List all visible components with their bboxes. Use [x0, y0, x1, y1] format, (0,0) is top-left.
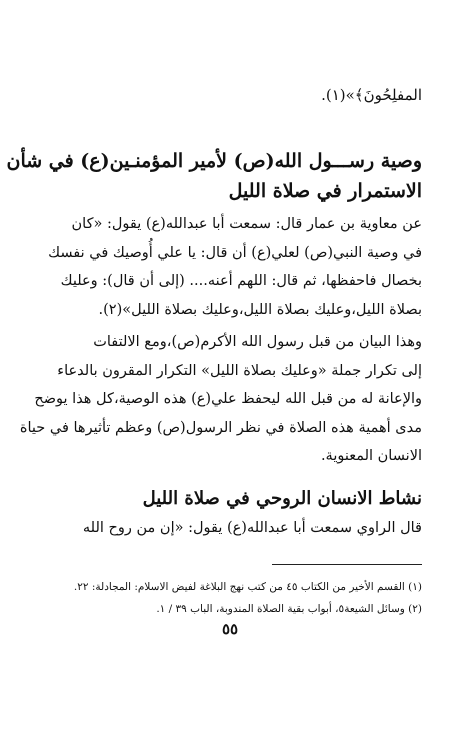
paragraph-line: بصلاة الليل،وعليك بصلاة الليل،وعليك بصلاة الليل»(٢).: [98, 301, 422, 318]
footnote-1: (١) القسم الأخير من الكتاب ٤٥ من كتب نهج البلاغة لفيض الاسلام: المجادلة: ٢٢.: [73, 581, 422, 593]
continuation-line: المفلِحُونَ﴾»(١).: [321, 86, 422, 104]
paragraph-line: قال الراوي سمعت أبا عبدالله(ع) يقول: «إن من روح الله: [82, 520, 422, 536]
paragraph-line: بخصال فاحفظها، ثم قال: اللهم أعنه.... (إلى أن قال): وعليك: [60, 273, 422, 289]
paragraph-line: عن معاوية بن عمار قال: سمعت أبا عبدالله(ع) يقول: «كان: [71, 216, 422, 232]
paragraph-line: والإعانة له من قبل الله ليحفظ علي(ع) هذه الوصية،كل هذا يوضح: [34, 391, 422, 407]
paragraph-hadith: [48, 210, 422, 324]
paragraph-commentary: [19, 328, 422, 471]
footnotes: [58, 576, 422, 620]
paragraph-line: الانسان المعنوية.: [320, 448, 422, 464]
footnote-divider: [272, 564, 422, 565]
continuation-text: [58, 86, 422, 104]
paragraph-line: وهذا البيان من قبل رسول الله الأكرم(ص)،ومع الالتفات: [93, 334, 422, 350]
page-number: ٥٥: [221, 620, 239, 638]
paragraph-line: في وصية النبي(ص) لعلي(ع) أن قال: يا علي أُوصيك في نفسك: [48, 244, 422, 261]
heading-line: الاستمرار في صلاة الليل: [228, 180, 422, 202]
paragraph-line: مدى أهمية هذه الصلاة في نظر الرسول(ص) وعظم تأثيرها في حياة: [19, 419, 422, 436]
paragraph-line: إلى تكرار جملة «وعليك بصلاة الليل» التكرار المقرون بالدعاء: [57, 362, 422, 379]
heading-line: وصية رســـول الله(ص) لأمير المؤمنـين(ع) في شأن: [6, 150, 422, 172]
section-heading-spiritual-activity: [58, 488, 422, 509]
paragraph-narrator: [58, 520, 422, 536]
section-heading-night-prayer-will: [6, 146, 422, 206]
footnote-2: (٢) وسائل الشيعة٥، أبواب بقية الصلاة المندوبة، الباب ٣٩ / ١.: [156, 603, 422, 615]
heading-line: نشاط الانسان الروحي في صلاة الليل: [142, 488, 422, 509]
